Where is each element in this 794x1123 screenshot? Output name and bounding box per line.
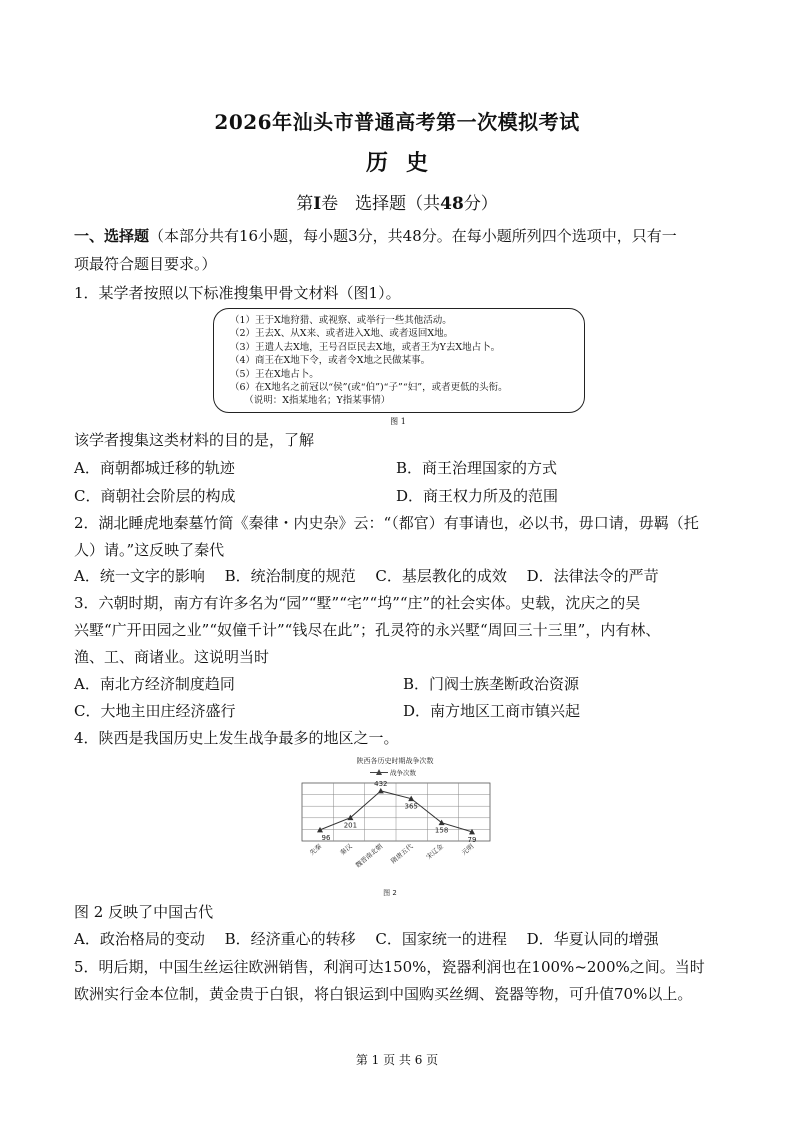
x-tick-label: 元明 [460, 842, 476, 857]
data-label: 96 [321, 833, 331, 842]
figure1-caption: 图 1 [390, 417, 406, 426]
q4-question: 图 2 反映了中国古代 [74, 903, 214, 921]
x-tick-label: 魏晋南北朝 [354, 842, 385, 870]
q1-box-line: （5）王在X地占卜。 [230, 369, 319, 380]
q3-stem-cont: 渔、工、商诸业。这说明当时 [74, 648, 270, 666]
q1-question: 该学者搜集这类材料的目的是，了解 [74, 431, 315, 449]
q1-box-line: （6）在X地名之前冠以“侯”(或“伯”)“子”“妇”，或者更低的头衔。 [230, 382, 508, 393]
q3-stem: 3．六朝时期，南方有许多名为“园”“墅”“宅”“坞”“庄”的社会实体。史载，沈庆之的吴 [74, 594, 641, 612]
x-tick-label: 隋唐五代 [389, 842, 415, 866]
chart-legend-label: 战争次数 [390, 769, 416, 777]
x-tick-label: 宋辽金 [424, 842, 445, 862]
data-label: 201 [343, 821, 358, 830]
data-label: 365 [404, 802, 418, 811]
q3-option-d: D．南方地区工商市镇兴起 [403, 702, 581, 720]
q5-stem-cont: 欧洲实行金本位制，黄金贵于白银，将白银运到中国购买丝绸、瓷器等物，可升值70%以上。 [74, 985, 693, 1003]
q1-box-line: （4）商王在X地下令，或者令X地之民做某事。 [230, 355, 431, 366]
q1-option-c: C．商朝社会阶层的构成 [74, 487, 236, 505]
q1-box-line: （1）王于X地狩猎、或视察、或举行一些其他活动。 [230, 315, 452, 326]
war-count-chart [290, 755, 510, 900]
q3-option-b: B．门阀士族垄断政治资源 [403, 675, 580, 693]
part1-intro-cont: 项最符合题目要求。） [74, 255, 217, 273]
q1-box-line: （3）王遣人去X地，王号召臣民去X地，或者王为Y去X地占卜。 [230, 342, 501, 353]
exam-title: 2026年汕头市普通高考第一次模拟考试 [214, 110, 580, 134]
chart-title: 陕西各历史时期战争次数 [356, 757, 434, 765]
q1-material-box [213, 308, 585, 413]
section-heading: 第I卷 选择题（共48分） [296, 194, 498, 214]
q1-option-a: A．商朝都城迁移的轨迹 [74, 459, 235, 477]
q5-stem: 5．明后期，中国生丝运往欧洲销售，利润可达150%，瓷器利润也在100%~200%之间。当时 [74, 958, 705, 976]
data-label: 158 [434, 826, 449, 835]
data-label: 432 [374, 779, 388, 788]
q3-stem-cont: 兴墅“广开田园之业”“奴僮千计”“钱尽在此”；孔灵符的永兴墅“周回三十三里”，内有林、 [74, 621, 661, 639]
q4-options: A．政治格局的变动 B．经济重心的转移 C．国家统一的进程 D．华夏认同的增强 [74, 930, 659, 948]
subject-title: 历史 [365, 150, 446, 176]
data-label: 79 [467, 835, 477, 844]
x-tick-label: 先秦 [308, 842, 324, 857]
part1-intro: 一、选择题（本部分共有16小题，每小题3分，共48分。在每小题所列四个选项中，只有一 [74, 227, 677, 245]
q2-options: A．统一文字的影响 B．统治制度的规范 C．基层教化的成效 D．法律法令的严苛 [74, 567, 659, 585]
q1-option-b: B．商王治理国家的方式 [396, 459, 558, 477]
q1-option-d: D．商王权力所及的范围 [396, 487, 559, 505]
q3-option-a: A．南北方经济制度趋同 [74, 675, 235, 693]
q1-stem: 1．某学者按照以下标准搜集甲骨文材料（图1）。 [74, 284, 401, 302]
q4-stem: 4．陕西是我国历史上发生战争最多的地区之一。 [74, 729, 399, 747]
q1-box-line: （说明：X指某地名；Y指某事情） [230, 395, 391, 406]
q2-stem-cont: 人）请。”这反映了秦代 [74, 541, 225, 559]
q3-option-c: C．大地主田庄经济盛行 [74, 702, 236, 720]
q2-stem: 2．湖北睡虎地秦墓竹简《秦律・内史杂》云：“（都官）有事请也，必以书，毋口请，毋羁（托 [74, 514, 699, 532]
page-footer: 第 1 页 共 6 页 [355, 1053, 439, 1067]
figure2-caption: 图 2 [383, 889, 397, 897]
q1-box-line: （2）王去X、从X来、或者进入X地、或者返回X地。 [230, 328, 454, 339]
data-point-marker [378, 788, 384, 794]
x-tick-label: 秦汉 [338, 842, 354, 857]
